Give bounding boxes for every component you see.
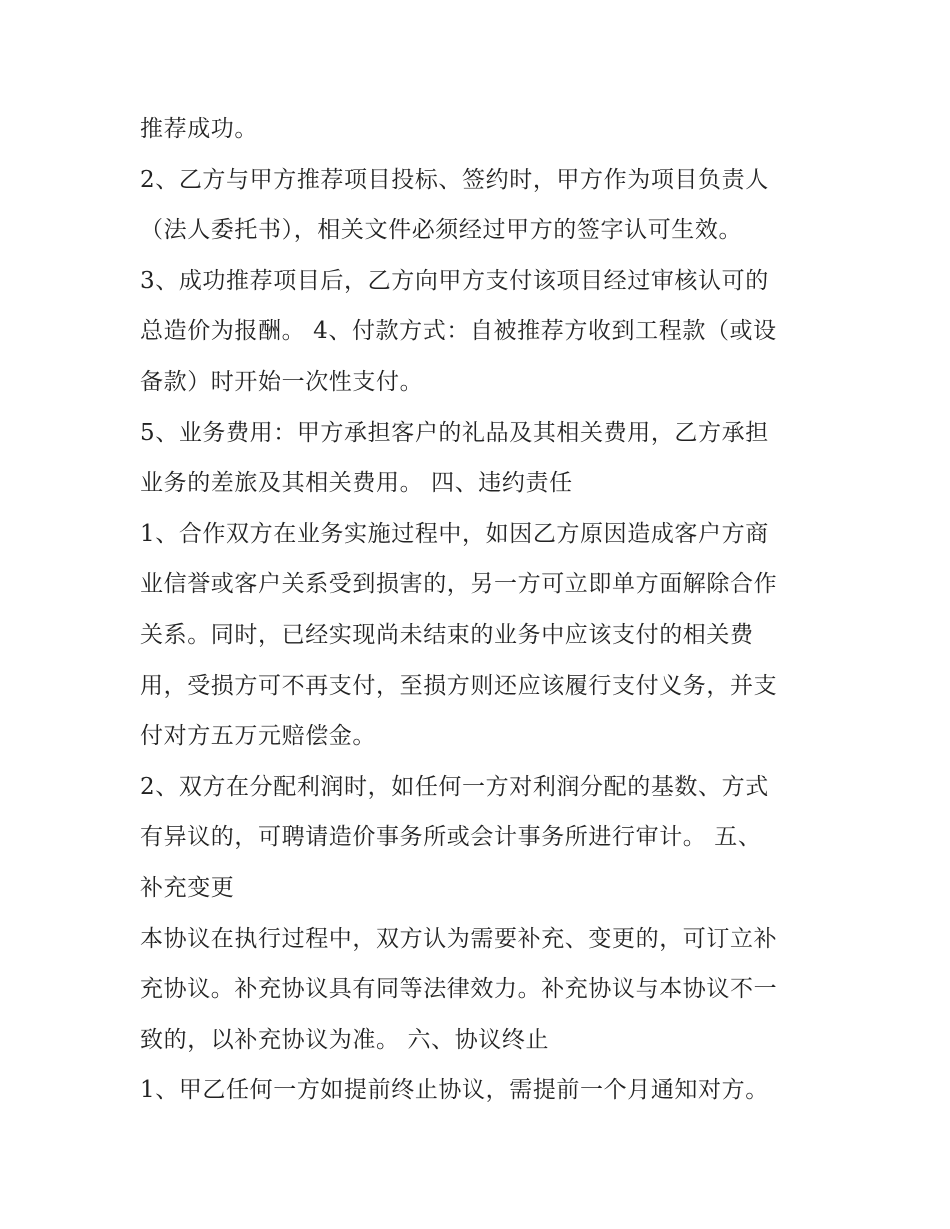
text-line: 补充变更 [140,874,235,901]
text-line: 付对方五万元赔偿金。 [140,723,376,750]
text-line: 1、甲乙任何一方如提前终止协议，需提前一个月通知对方。 [140,1077,769,1104]
text-line: 有异议的，可聘请造价事务所或会计事务所进行审计。 五、 [140,824,762,851]
text-line: （法人委托书），相关文件必须经过甲方的签字认可生效。 [140,217,743,244]
text-line: 2、双方在分配利润时，如任何一方对利润分配的基数、方式 [140,773,769,800]
document-body [140,104,820,1116]
text-line: 本协议在执行过程中，双方认为需要补充、变更的，可订立补 [140,925,778,952]
text-line: 5、业务费用：甲方承担客户的礼品及其相关费用，乙方承担 [140,419,769,446]
text-line: 充协议。补充协议具有同等法律效力。补充协议与本协议不一 [140,976,778,1003]
text-line: 备款）时开始一次性支付。 [140,368,424,395]
text-line: 致的，以补充协议为准。 六、协议终止 [140,1026,550,1053]
text-line: 关系。同时，已经实现尚未结束的业务中应该支付的相关费 [140,621,754,648]
text-line: 用，受损方可不再支付，至损方则还应该履行支付义务，并支 [140,672,778,699]
text-line: 2、乙方与甲方推荐项目投标、签约时，甲方作为项目负责人 [140,166,769,193]
text-line: 业务的差旅及其相关费用。 四、违约责任 [140,470,573,497]
text-line: 总造价为报酬。 4、付款方式：自被推荐方收到工程款（或设 [140,318,777,345]
text-line: 3、成功推荐项目后，乙方向甲方支付该项目经过审核认可的 [140,267,769,294]
text-line: 业信誉或客户关系受到损害的，另一方可立即单方面解除合作 [140,571,778,598]
text-line: 1、合作双方在业务实施过程中，如因乙方原因造成客户方商 [140,520,769,547]
text-line: 推荐成功。 [140,116,258,142]
